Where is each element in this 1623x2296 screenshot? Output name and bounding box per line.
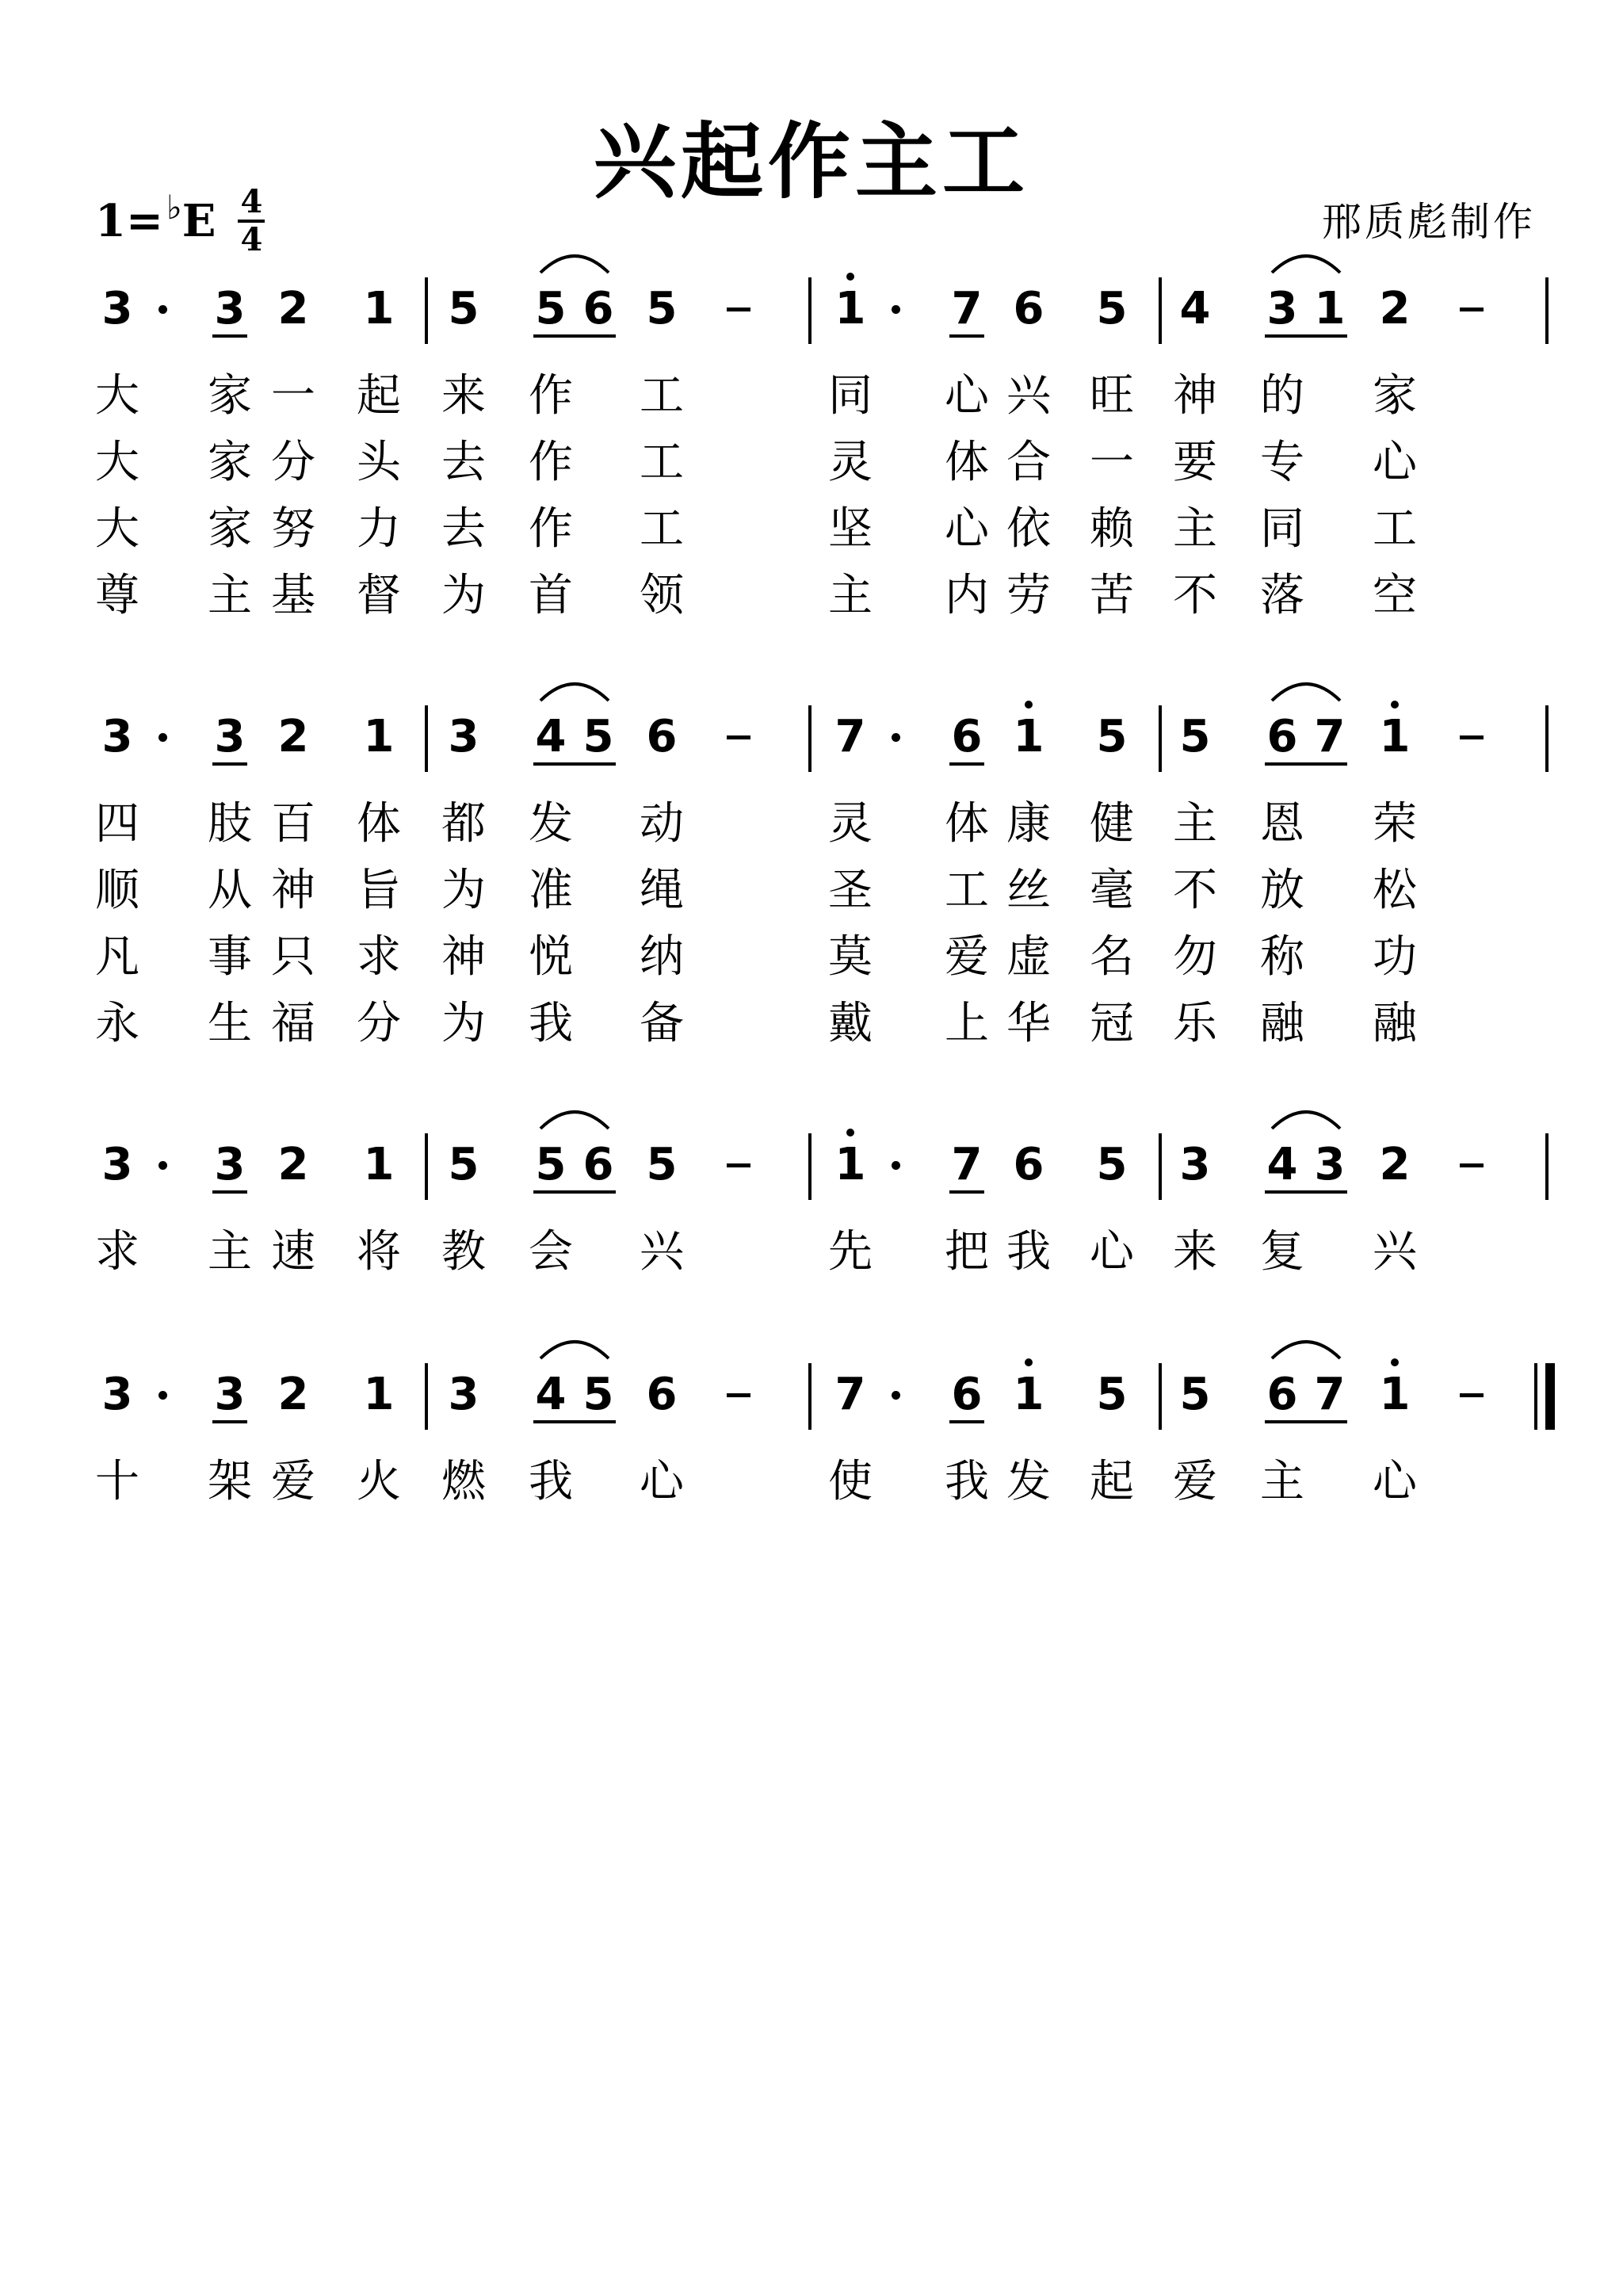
jianpu-note: 5 (1096, 283, 1128, 334)
lyric-char: 顺 (95, 865, 139, 916)
lyric-char: 绳 (640, 865, 684, 916)
lyric-char: 动 (640, 798, 684, 850)
lyric-char: 凡 (95, 931, 139, 983)
lyric-char: 空 (1373, 570, 1417, 621)
barline (425, 1133, 428, 1200)
lyric-char: 作 (529, 370, 573, 422)
augmentation-dot (158, 733, 167, 742)
slur-mark (1270, 672, 1342, 704)
lyric-char: 丝 (1006, 865, 1051, 916)
lyric-char: 架 (208, 1456, 252, 1507)
lyric-line (0, 992, 1623, 1056)
lyric-char: 家 (208, 437, 252, 488)
lyric-line (0, 431, 1623, 495)
key-prefix: 1= (95, 195, 163, 247)
lyric-char: 为 (441, 998, 486, 1049)
jianpu-note: 5 (448, 283, 479, 334)
lyric-char: 名 (1090, 931, 1134, 983)
jianpu-note: 6 (582, 1139, 614, 1190)
slur-mark (539, 1100, 610, 1132)
lyric-char: 体 (357, 798, 401, 850)
lyric-line (0, 1450, 1623, 1514)
sustain-dash (1460, 308, 1484, 311)
barline (1159, 277, 1162, 344)
meter-top: 4 (240, 183, 263, 220)
lyric-char: 不 (1173, 865, 1217, 916)
lyric-char: 融 (1373, 998, 1417, 1049)
jianpu-note: 3 (101, 711, 133, 762)
jianpu-note: 7 (1314, 711, 1346, 762)
lyric-char: 华 (1006, 998, 1051, 1049)
final-barline-thin (1534, 1363, 1537, 1430)
sustain-dash (727, 1393, 750, 1397)
lyric-char: 灵 (828, 437, 873, 488)
lyric-char: 乐 (1173, 998, 1217, 1049)
lyric-char: 依 (1006, 503, 1051, 555)
lyric-char: 家 (1373, 370, 1417, 422)
jianpu-note: 5 (582, 1369, 614, 1420)
sustain-dash (1460, 1393, 1484, 1397)
barline (1159, 1133, 1162, 1200)
slur-mark (1270, 244, 1342, 276)
jianpu-note: 5 (535, 1139, 567, 1190)
barline (1159, 1363, 1162, 1430)
lyric-line (0, 564, 1623, 628)
jianpu-note: 1 (363, 1369, 395, 1420)
lyric-char: 从 (208, 865, 252, 916)
lyric-char: 主 (1173, 503, 1217, 555)
octave-up-dot (1391, 701, 1399, 709)
jianpu-note: 3 (101, 283, 133, 334)
jianpu-note: 3 (1266, 283, 1298, 334)
jianpu-note: 1 (1373, 690, 1417, 785)
jianpu-note: 1 (1373, 1347, 1417, 1442)
jianpu-note: 6 (646, 1369, 678, 1420)
lyric-char: 主 (208, 570, 252, 621)
barline (808, 1363, 812, 1430)
lyric-char: 大 (95, 503, 139, 555)
eighth-underline (1265, 1420, 1347, 1423)
augmentation-dot (158, 1391, 167, 1400)
lyric-char: 戴 (828, 998, 873, 1049)
jianpu-note: 1 (828, 1117, 873, 1213)
author-credit: 邢质彪制作 (1322, 199, 1536, 245)
jianpu-note: 2 (1379, 1139, 1411, 1190)
jianpu-note: 1 (1314, 283, 1346, 334)
lyric-char: 主 (208, 1226, 252, 1278)
song-title: 兴起作主工 (593, 113, 1029, 210)
lyric-char: 爱 (945, 931, 989, 983)
lyric-char: 旨 (357, 865, 401, 916)
octave-up-dot (1391, 1358, 1399, 1366)
lyric-char: 燃 (441, 1456, 486, 1507)
augmentation-dot (892, 1161, 900, 1170)
sustain-dash (1460, 1163, 1484, 1167)
jianpu-note: 1 (363, 1139, 395, 1190)
lyric-char: 冠 (1090, 998, 1134, 1049)
lyric-char: 永 (95, 998, 139, 1049)
jianpu-note: 7 (951, 283, 983, 334)
lyric-char: 只 (271, 931, 315, 983)
lyric-char: 努 (271, 503, 315, 555)
jianpu-note: 6 (1266, 711, 1298, 762)
jianpu-note: 3 (448, 1369, 479, 1420)
lyric-char: 融 (1260, 998, 1304, 1049)
lyric-char: 首 (529, 570, 573, 621)
lyric-char: 头 (357, 437, 401, 488)
eighth-underline (212, 1190, 247, 1194)
jianpu-note: 6 (1266, 1369, 1298, 1420)
jianpu-note: 7 (1314, 1369, 1346, 1420)
lyric-char: 一 (271, 370, 315, 422)
notation-line (0, 1117, 1623, 1213)
lyric-char: 起 (1090, 1456, 1134, 1507)
lyric-char: 大 (95, 437, 139, 488)
lyric-line (0, 498, 1623, 561)
eighth-underline (949, 762, 984, 766)
jianpu-note: 4 (535, 1369, 567, 1420)
lyric-char: 苦 (1090, 570, 1134, 621)
jianpu-note: 2 (1379, 283, 1411, 334)
lyric-char: 内 (945, 570, 989, 621)
augmentation-dot (892, 733, 900, 742)
lyric-char: 主 (828, 570, 873, 621)
lyric-char: 工 (640, 503, 684, 555)
lyric-char: 圣 (828, 865, 873, 916)
sustain-dash (727, 1163, 750, 1167)
lyric-char: 作 (529, 437, 573, 488)
jianpu-note: 3 (1314, 1139, 1346, 1190)
augmentation-dot (158, 1161, 167, 1170)
lyric-line (0, 926, 1623, 989)
lyric-char: 神 (271, 865, 315, 916)
eighth-underline (949, 334, 984, 338)
notation-line (0, 1347, 1623, 1442)
lyric-char: 劳 (1006, 570, 1051, 621)
key-signature (95, 183, 265, 258)
lyric-char: 都 (441, 798, 486, 850)
lyric-char: 兴 (640, 1226, 684, 1278)
jianpu-note: 5 (1096, 1139, 1128, 1190)
lyric-char: 恩 (1260, 798, 1304, 850)
lyric-char: 心 (1373, 1456, 1417, 1507)
lyric-char: 把 (945, 1226, 989, 1278)
lyric-char: 一 (1090, 437, 1134, 488)
lyric-char: 勿 (1173, 931, 1217, 983)
eighth-underline (949, 1420, 984, 1423)
lyric-char: 事 (208, 931, 252, 983)
lyric-char: 主 (1260, 1456, 1304, 1507)
lyric-char: 福 (271, 998, 315, 1049)
jianpu-note: 6 (951, 711, 983, 762)
lyric-char: 发 (1006, 1456, 1051, 1507)
eighth-underline (949, 1190, 984, 1194)
augmentation-dot (158, 305, 167, 314)
lyric-char: 大 (95, 370, 139, 422)
jianpu-note: 2 (277, 711, 309, 762)
lyric-char: 火 (357, 1456, 401, 1507)
jianpu-note: 5 (1179, 1369, 1211, 1420)
lyric-char: 心 (1090, 1226, 1134, 1278)
lyric-char: 体 (945, 437, 989, 488)
lyric-char: 主 (1173, 798, 1217, 850)
lyric-char: 百 (271, 798, 315, 850)
lyric-char: 我 (529, 998, 573, 1049)
jianpu-note: 5 (646, 283, 678, 334)
slur-mark (1270, 1100, 1342, 1132)
lyric-char: 体 (945, 798, 989, 850)
barline (1545, 705, 1549, 772)
lyric-char: 纳 (640, 931, 684, 983)
augmentation-dot (892, 305, 900, 314)
eighth-underline (533, 762, 616, 766)
lyric-char: 工 (945, 865, 989, 916)
lyric-char: 家 (208, 370, 252, 422)
lyric-char: 落 (1260, 570, 1304, 621)
eighth-underline (533, 334, 616, 338)
slur-mark (539, 1330, 610, 1362)
lyric-char: 尊 (95, 570, 139, 621)
lyric-char: 我 (1006, 1226, 1051, 1278)
jianpu-note: 1 (363, 283, 395, 334)
lyric-line (0, 1221, 1623, 1284)
jianpu-note: 3 (214, 1369, 246, 1420)
lyric-char: 四 (95, 798, 139, 850)
eighth-underline (1265, 1190, 1347, 1194)
lyric-char: 心 (1373, 437, 1417, 488)
lyric-char: 悦 (529, 931, 573, 983)
octave-up-dot (846, 273, 854, 281)
jianpu-note: 2 (277, 1139, 309, 1190)
lyric-char: 同 (1260, 503, 1304, 555)
barline (1545, 277, 1549, 344)
lyric-char: 教 (441, 1226, 486, 1278)
lyric-char: 同 (828, 370, 873, 422)
jianpu-note: 3 (1179, 1139, 1211, 1190)
barline (808, 1133, 812, 1200)
final-barline (1545, 1363, 1555, 1430)
lyric-char: 心 (945, 503, 989, 555)
lyric-char: 十 (95, 1456, 139, 1507)
lyric-char: 为 (441, 570, 486, 621)
lyric-char: 健 (1090, 798, 1134, 850)
jianpu-note: 5 (1096, 1369, 1128, 1420)
lyric-char: 虚 (1006, 931, 1051, 983)
jianpu-note: 4 (1179, 283, 1211, 334)
sustain-dash (727, 735, 750, 739)
jianpu-note: 5 (448, 1139, 479, 1190)
octave-up-dot (846, 1129, 854, 1137)
jianpu-note: 5 (646, 1139, 678, 1190)
jianpu-note: 3 (214, 283, 246, 334)
lyric-char: 我 (529, 1456, 573, 1507)
lyric-char: 莫 (828, 931, 873, 983)
lyric-char: 肢 (208, 798, 252, 850)
octave-up-dot (1025, 1358, 1033, 1366)
barline (425, 1363, 428, 1430)
slur-mark (539, 672, 610, 704)
lyric-char: 求 (95, 1226, 139, 1278)
lyric-char: 工 (640, 370, 684, 422)
octave-up-dot (1025, 701, 1033, 709)
jianpu-note: 5 (535, 283, 567, 334)
time-signature (238, 183, 265, 258)
lyric-char: 上 (945, 998, 989, 1049)
lyric-char: 使 (828, 1456, 873, 1507)
jianpu-note: 6 (582, 283, 614, 334)
lyric-char: 坚 (828, 503, 873, 555)
lyric-char: 领 (640, 570, 684, 621)
eighth-underline (1265, 762, 1347, 766)
notation-line (0, 262, 1623, 357)
jianpu-note: 4 (535, 711, 567, 762)
key-note: E (181, 195, 216, 247)
jianpu-note: 4 (1266, 1139, 1298, 1190)
lyric-char: 专 (1260, 437, 1304, 488)
barline (1159, 705, 1162, 772)
barline (1545, 1133, 1549, 1200)
jianpu-note: 7 (834, 711, 866, 762)
lyric-char: 家 (208, 503, 252, 555)
lyric-char: 来 (441, 370, 486, 422)
lyric-char: 分 (271, 437, 315, 488)
notation-line (0, 690, 1623, 785)
jianpu-note: 3 (214, 1139, 246, 1190)
lyric-char: 督 (357, 570, 401, 621)
lyric-char: 来 (1173, 1226, 1217, 1278)
jianpu-note: 3 (448, 711, 479, 762)
jianpu-note: 6 (646, 711, 678, 762)
jianpu-note: 6 (1013, 1139, 1044, 1190)
lyric-char: 功 (1373, 931, 1417, 983)
lyric-char: 爱 (271, 1456, 315, 1507)
lyric-char: 神 (1173, 370, 1217, 422)
jianpu-note: 1 (363, 711, 395, 762)
meter-bottom: 4 (240, 221, 263, 258)
lyric-char: 生 (208, 998, 252, 1049)
slur-mark (539, 244, 610, 276)
jianpu-note: 3 (101, 1369, 133, 1420)
lyric-char: 康 (1006, 798, 1051, 850)
jianpu-note: 3 (101, 1139, 133, 1190)
lyric-char: 去 (441, 437, 486, 488)
lyric-line (0, 859, 1623, 923)
flat-sign: ♭ (166, 187, 182, 227)
jianpu-note: 5 (1096, 711, 1128, 762)
sustain-dash (727, 308, 750, 311)
barline (425, 705, 428, 772)
lyric-char: 松 (1373, 865, 1417, 916)
slur-mark (1270, 1330, 1342, 1362)
lyric-char: 速 (271, 1226, 315, 1278)
lyric-char: 求 (357, 931, 401, 983)
lyric-char: 工 (1373, 503, 1417, 555)
lyric-char: 发 (529, 798, 573, 850)
lyric-char: 去 (441, 503, 486, 555)
lyric-char: 心 (640, 1456, 684, 1507)
eighth-underline (533, 1190, 616, 1194)
lyric-char: 毫 (1090, 865, 1134, 916)
sustain-dash (1460, 735, 1484, 739)
lyric-char: 基 (271, 570, 315, 621)
lyric-char: 不 (1173, 570, 1217, 621)
lyric-line (0, 365, 1623, 428)
eighth-underline (212, 762, 247, 766)
lyric-line (0, 793, 1623, 856)
eighth-underline (212, 1420, 247, 1423)
lyric-char: 爱 (1173, 1456, 1217, 1507)
eighth-underline (212, 334, 247, 338)
lyric-char: 旺 (1090, 370, 1134, 422)
barline (808, 705, 812, 772)
jianpu-note: 3 (214, 711, 246, 762)
augmentation-dot (892, 1391, 900, 1400)
jianpu-note: 1 (828, 262, 873, 357)
lyric-char: 起 (357, 370, 401, 422)
jianpu-note: 2 (277, 1369, 309, 1420)
lyric-char: 作 (529, 503, 573, 555)
lyric-char: 灵 (828, 798, 873, 850)
lyric-char: 我 (945, 1456, 989, 1507)
jianpu-note: 7 (951, 1139, 983, 1190)
lyric-char: 的 (1260, 370, 1304, 422)
lyric-char: 备 (640, 998, 684, 1049)
jianpu-note: 1 (1006, 690, 1051, 785)
lyric-char: 将 (357, 1226, 401, 1278)
lyric-char: 力 (357, 503, 401, 555)
jianpu-note: 5 (582, 711, 614, 762)
barline (425, 277, 428, 344)
jianpu-note: 6 (951, 1369, 983, 1420)
jianpu-note: 7 (834, 1369, 866, 1420)
lyric-char: 称 (1260, 931, 1304, 983)
lyric-char: 要 (1173, 437, 1217, 488)
eighth-underline (533, 1420, 616, 1423)
lyric-char: 先 (828, 1226, 873, 1278)
eighth-underline (1265, 334, 1347, 338)
lyric-char: 心 (945, 370, 989, 422)
lyric-char: 赖 (1090, 503, 1134, 555)
lyric-char: 复 (1260, 1226, 1304, 1278)
barline (808, 277, 812, 344)
lyric-char: 神 (441, 931, 486, 983)
lyric-char: 准 (529, 865, 573, 916)
lyric-char: 兴 (1373, 1226, 1417, 1278)
lyric-char: 合 (1006, 437, 1051, 488)
lyric-char: 会 (529, 1226, 573, 1278)
lyric-char: 为 (441, 865, 486, 916)
jianpu-note: 2 (277, 283, 309, 334)
lyric-char: 放 (1260, 865, 1304, 916)
jianpu-note: 5 (1179, 711, 1211, 762)
lyric-char: 分 (357, 998, 401, 1049)
jianpu-note: 1 (1006, 1347, 1051, 1442)
jianpu-note: 6 (1013, 283, 1044, 334)
lyric-char: 工 (640, 437, 684, 488)
lyric-char: 兴 (1006, 370, 1051, 422)
lyric-char: 荣 (1373, 798, 1417, 850)
